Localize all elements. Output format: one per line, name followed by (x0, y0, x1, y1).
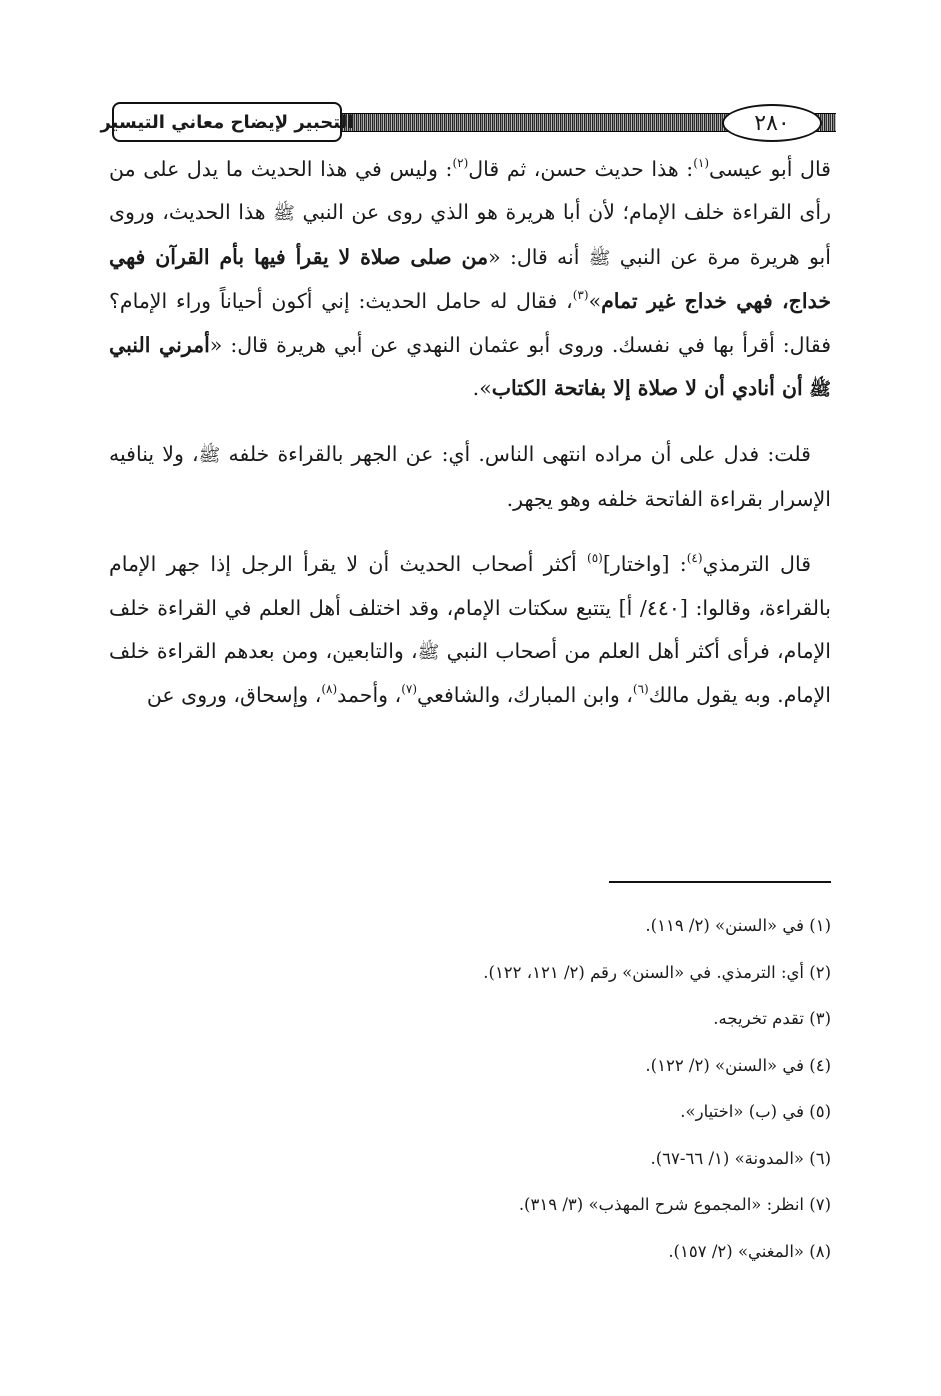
footnote-6: (٦) «المدونة» (١/ ٦٦-٦٧). (650, 1148, 831, 1168)
paragraph-1 (109, 148, 831, 411)
text-run: ، ولا ينافيه الإسرار بقراءة الفاتحة خلفه وهو يجهر. (109, 442, 831, 511)
hadith-quote: أن أنادي أن لا صلاة إلا بفاتحة الكتاب (491, 376, 803, 401)
text-run: : [واختار] (602, 552, 687, 577)
paragraph-2 (109, 433, 831, 521)
footnote-ref-4[interactable]: (٤) (686, 551, 703, 566)
footnote-8: (٨) «المغني» (٢/ ١٥٧). (668, 1241, 831, 1261)
paragraph-3 (109, 543, 831, 718)
footnote-ref-3[interactable]: (٣) (572, 288, 589, 303)
text-run: ، والتابعين، ومن بعدهم القراءة خلف الإمام. وبه يقول مالك (109, 639, 831, 708)
footnote-3: (٣) تقدم تخريجه. (713, 1009, 831, 1028)
text-run: قال أبو عيسى (709, 157, 831, 181)
footnote-7: (٧) انظر: «المجموع شرح المهذب» (٣/ ٣١٩). (518, 1195, 831, 1214)
salawat-glyph: ﷺ (588, 247, 611, 269)
footnote-ref-7[interactable]: (٧) (401, 682, 418, 697)
text-run: قال الترمذي (702, 552, 811, 577)
text-run: أنه قال: « (488, 244, 580, 269)
footnote-ref-2[interactable]: (٢) (452, 156, 469, 170)
hadith-quote: من صلى صلاة لا يقرأ فيها بأم القرآن فهي خداج، فهي خداج غير تمام (109, 244, 832, 314)
footnote-ref-6[interactable]: (٦) (632, 682, 649, 697)
text-run: هذا الحديث، وروى أبو هريرة مرة عن النبي (109, 200, 831, 269)
footnote-ref-1[interactable]: (١) (693, 156, 710, 170)
hadith-quote: أمرني النبي (109, 332, 210, 357)
text-run: قلت: فدل على أن مراده انتهى الناس. أي: عن الجهر بالقراءة خلفه (228, 442, 811, 467)
text-run: : هذا حديث حسن، ثم قال (468, 157, 694, 181)
salawat-glyph: ﷺ (198, 445, 221, 467)
text-run: ، وابن المبارك، والشافعي (417, 683, 633, 708)
footnote-ref-8[interactable]: (٨) (321, 682, 338, 697)
footnote-ref-5[interactable]: (٥) (587, 551, 603, 566)
text-run: ، فقال له حامل الحديث: إني أكون أحياناً وراء الإمام؟ فقال: أقرأ بها في نفسك. وروى أبو عثمان النهدي عن أبي هريرة قال: « (109, 289, 831, 357)
page-number: ٢٨٠ (722, 104, 822, 142)
footnote-2: (٢) أي: الترمذي. في «السنن» رقم (٢/ ١٢١، ١٢٢). (483, 962, 831, 982)
text-run: ، وأحمد (337, 683, 402, 708)
footnote-1: (١) في «السنن» (٢/ ١١٩). (645, 916, 831, 935)
text-run: » (588, 289, 602, 314)
main-text (109, 148, 831, 718)
salawat-glyph: ﷺ (417, 642, 440, 664)
running-header (100, 98, 836, 148)
text-run: ، وإسحاق، وروى عن (146, 683, 322, 708)
footnotes-list (109, 913, 831, 1285)
salawat-glyph: ﷺ (273, 203, 295, 225)
text-run: أكثر أصحاب الحديث أن لا يقرأ الرجل إذا جهر الإمام بالقراءة، وقالوا: [٤٤٠/ أ] يتتبع سكتات الإمام، وقد اختلف أهل العلم في القراءة خلف الإمام، فرأى أكثر أهل العلم من أصحاب النبي (109, 552, 831, 664)
text-run: ». (472, 376, 492, 401)
text-run: : وليس في هذا الحديث ما يدل على من رأى القراءة خلف الإمام؛ لأن أبا هريرة هو الذي روى عن النبي (109, 157, 831, 225)
footnote-4: (٤) في «السنن» (٢/ ١٢٢). (645, 1055, 831, 1075)
book-title: التحبير لإيضاح معاني التيسير (112, 102, 342, 142)
footnote-separator (609, 881, 831, 883)
footnote-5: (٥) في (ب) «اختيار». (680, 1102, 831, 1121)
salawat-glyph: ﷺ (809, 379, 831, 401)
